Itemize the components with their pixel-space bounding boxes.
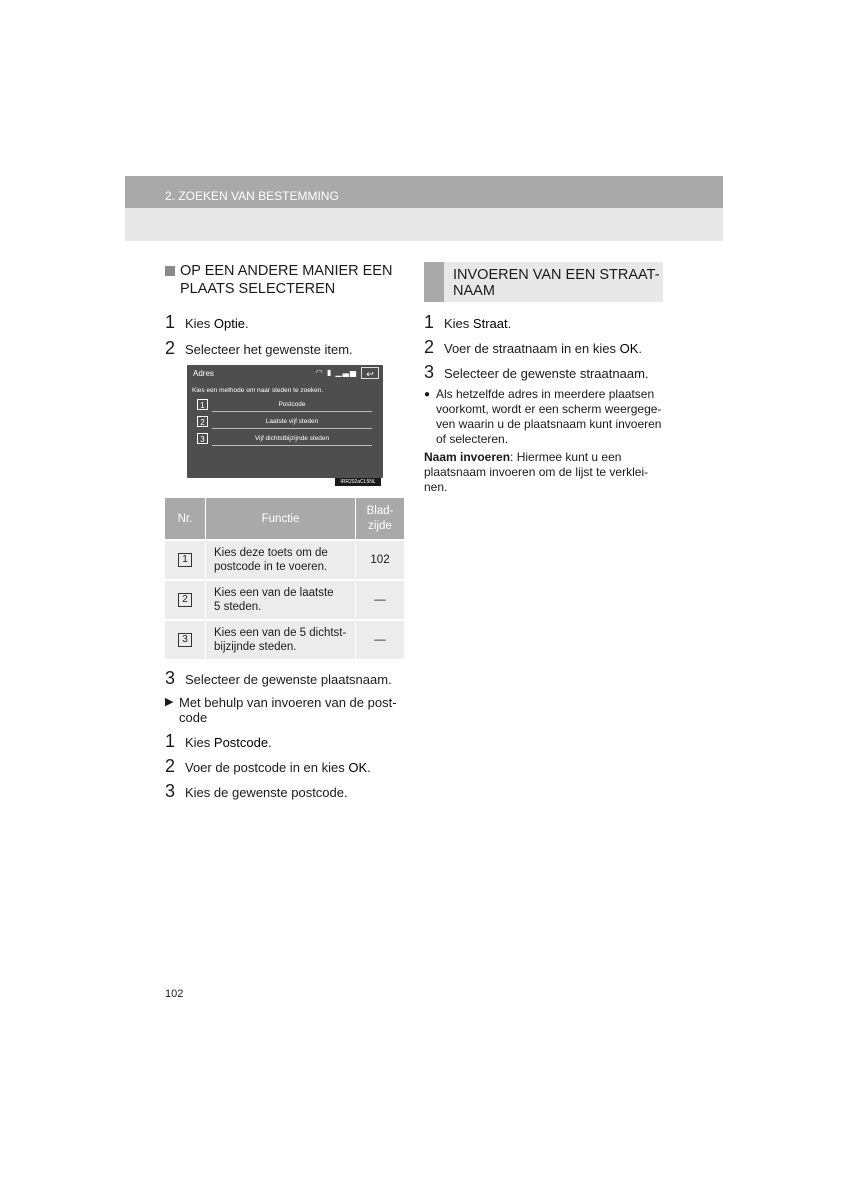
section-header [125,176,723,208]
section-banner: INVOEREN VAN EEN STRAAT- NAAM [424,262,663,302]
screen-option-nearby: 3 Vijf dichtstbijzijnde steden [197,433,373,446]
sub-step-2: 2 Voer de postcode in en kies OK. [165,756,371,776]
status-icons: ◠ ▮ ▁▃▅ [315,368,357,377]
info-bullet: ● Als hetzelfde adres in meerdere plaatsen voorkomt, wordt er een scherm weergege- ven waarin u de plaatsnaam kunt invoeren of selecteren. [424,387,662,446]
table-header-row: Nr. Functie Blad- zijde [165,498,404,540]
page-number: 102 [165,988,184,1000]
screen-image [187,365,383,478]
table-row: 3 Kies een van de 5 dichtst- bijzijnde steden. — [165,620,404,659]
function-table [165,498,404,659]
sub-step-1: 1 Kies Postcode. [165,731,272,751]
table-row: 1 Kies deze toets om de postcode in te voeren. 102 [165,540,404,580]
right-step-3: 3 Selecteer de gewenste straatnaam. [424,362,649,382]
note-paragraph: Naam invoeren: Hiermee kunt u een plaatsnaam invoeren om de lijst te verklei- nen. [424,450,649,494]
section-heading: OP EEN ANDERE MANIER EEN PLAATS SELECTEREN [165,262,405,298]
step-1: 1 Kies Optie. [165,312,249,332]
screen-option-recent: 2 Laatste vijf steden [197,416,373,429]
table-row: 2 Kies een van de laatste 5 steden. — [165,580,404,620]
right-step-2: 2 Voer de straatnaam in en kies OK. [424,337,643,357]
screen-option-postcode: 1 Postcode [197,399,373,412]
screen-title: Adres [193,369,214,378]
sub-bullet: ▶ Met behulp van invoeren van de post- code [165,695,397,725]
sub-step-3: 3 Kies de gewenste postcode. [165,781,348,801]
section-title: 2. ZOEKEN VAN BESTEMMING [165,189,339,203]
dot-bullet-icon: ● [424,389,431,400]
triangle-bullet-icon: ▶ [165,696,174,708]
left-column [165,262,405,802]
right-step-1: 1 Kies Straat. [424,312,512,332]
screen-prompt: Kies een methode om naar steden te zoeken. [192,387,324,394]
right-column [424,262,664,495]
step-2: 2 Selecteer het gewenste item. [165,338,353,358]
section-header-band [125,208,723,241]
step-3: 3 Selecteer de gewenste plaatsnaam. [165,668,392,688]
square-bullet-icon [165,266,175,276]
banner-accent-bar [424,262,444,302]
image-caption: IRR202aCL5NL [335,478,381,486]
back-icon: ↩ [361,367,379,379]
